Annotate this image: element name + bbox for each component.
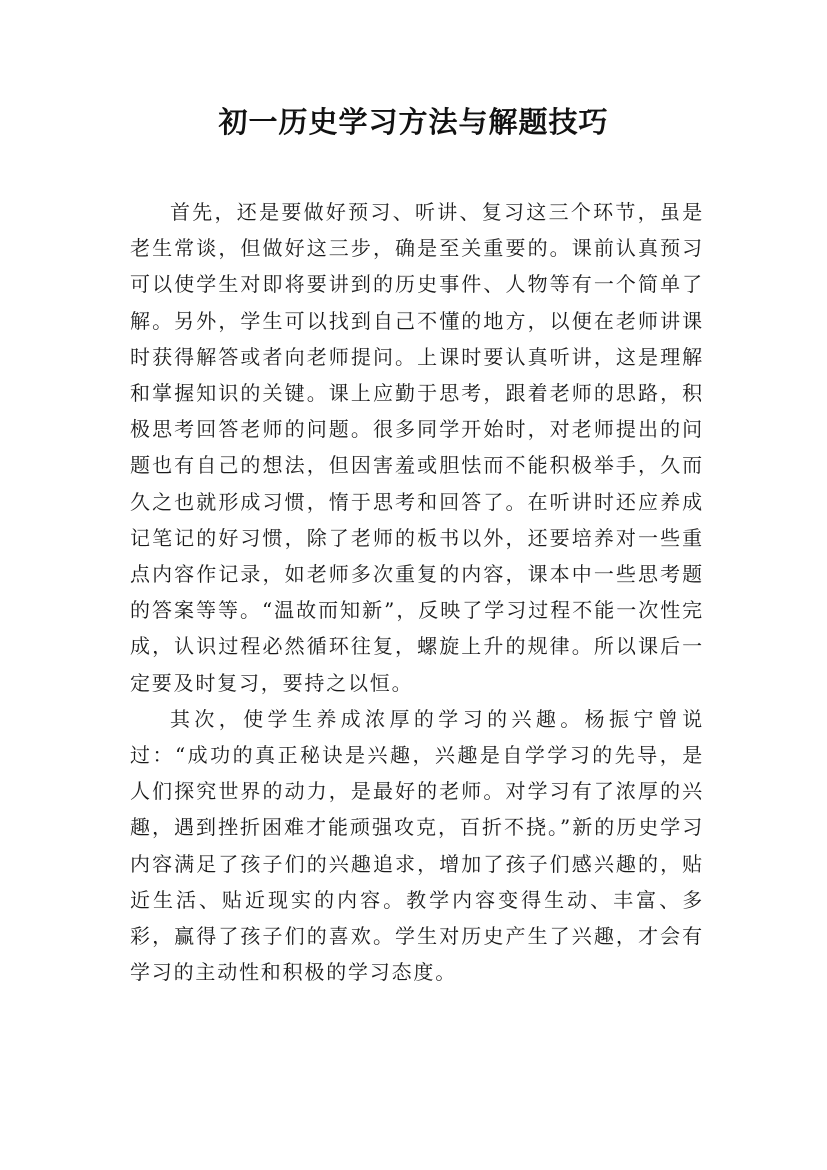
paragraph-2: 其次，使学生养成浓厚的学习的兴趣。杨振宁曾说过：“成功的真正秘诀是兴趣，兴趣是自学学习的先导，是人们探究世界的动力，是最好的老师。对学习有了浓厚的兴趣，遇到挫折困难才能顽强攻克，百折不挠。”新的历史学习内容满足了孩子们的兴趣追求，增加了孩子们感兴趣的，贴近生活、贴近现实的内容。教学内容变得生动、丰富、多彩，赢得了孩子们的喜欢。学生对历史产生了兴趣，才会有学习的主动性和积极的学习态度。 (130, 706, 704, 985)
paragraph-1: 首先，还是要做好预习、听讲、复习这三个环节，虽是老生常谈，但做好这三步，确是至关重要的。课前认真预习可以使学生对即将要讲到的历史事件、人物等有一个简单了解。另外，学生可以找到自己不懂的地方，以便在老师讲课时获得解答或者向老师提问。上课时要认真听讲，这是理解和掌握知识的关键。课上应勤于思考，跟着老师的思路，积极思考回答老师的问题。很多同学开始时，对老师提出的问题也有自己的想法，但因害羞或胆怯而不能积极举手，久而久之也就形成习惯，惰于思考和回答了。在听讲时还应养成记笔记的好习惯，除了老师的板书以外，还要培养对一些重点内容作记录，如老师多次重复的内容，课本中一些思考题的答案等等。“温故而知新”，反映了学习过程不能一次性完成，认识过程必然循环往复，螺旋上升的规律。所以课后一定要及时复习，要持之以恒。 (130, 200, 704, 695)
document-body (130, 194, 704, 990)
document-title: 初一历史学习方法与解题技巧 (218, 105, 609, 139)
